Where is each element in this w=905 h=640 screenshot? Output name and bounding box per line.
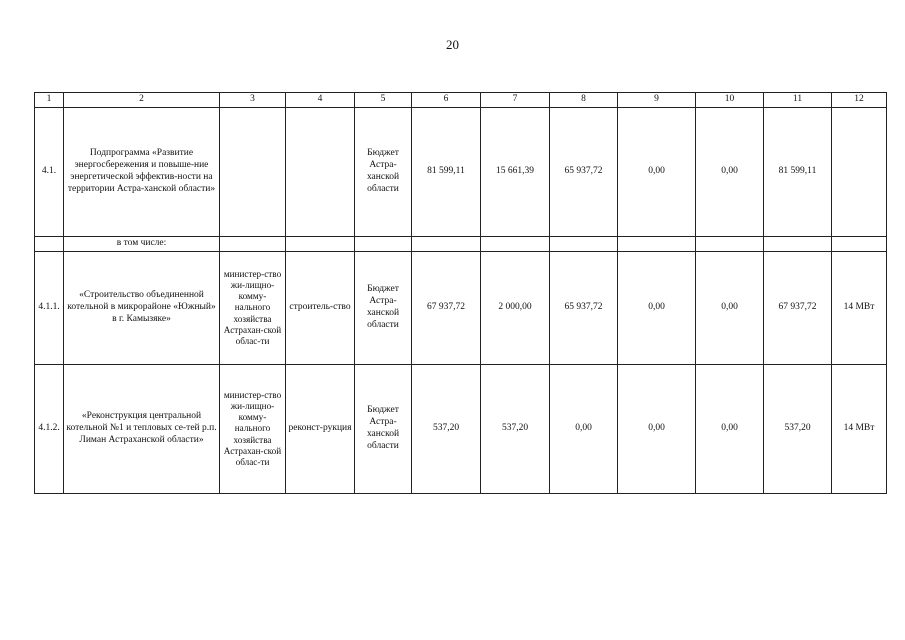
column-header: 9 [618,93,696,108]
column-header: 5 [355,93,412,108]
cell-c6: 81 599,11 [412,108,481,237]
cell-c12: 14 МВт [832,365,887,494]
subtotal-label: в том числе: [64,237,220,252]
cell-c7: 15 661,39 [481,108,550,237]
empty-cell [412,237,481,252]
column-number-row [35,93,887,108]
cell-c7: 537,20 [481,365,550,494]
empty-cell [764,237,832,252]
empty-cell [35,237,64,252]
empty-cell [355,237,412,252]
row-type: строитель-ство [286,252,355,365]
cell-c11: 537,20 [764,365,832,494]
column-header: 3 [220,93,286,108]
cell-c10: 0,00 [696,252,764,365]
cell-c11: 67 937,72 [764,252,832,365]
row-code: 4.1.1. [35,252,64,365]
column-header: 7 [481,93,550,108]
cell-c12: 14 МВт [832,252,887,365]
empty-cell [832,237,887,252]
cell-c11: 81 599,11 [764,108,832,237]
cell-c6: 67 937,72 [412,252,481,365]
row-code: 4.1. [35,108,64,237]
table-row [35,237,887,252]
column-header: 6 [412,93,481,108]
column-header: 12 [832,93,887,108]
table-row [35,252,887,365]
cell-c9: 0,00 [618,252,696,365]
empty-cell [481,237,550,252]
column-header: 8 [550,93,618,108]
row-source: Бюджет Астра-ханской области [355,108,412,237]
empty-cell [696,237,764,252]
row-executor: министер-ство жи-лищно-комму-нального хозяйства Астрахан-ской облас-ти [220,365,286,494]
empty-cell [618,237,696,252]
row-source: Бюджет Астра-ханской области [355,252,412,365]
row-type: реконст-рукция [286,365,355,494]
cell-c10: 0,00 [696,365,764,494]
column-header: 11 [764,93,832,108]
table-row [35,365,887,494]
row-type [286,108,355,237]
cell-c6: 537,20 [412,365,481,494]
row-executor: министер-ство жи-лищно-комму-нального хозяйства Астрахан-ской облас-ти [220,252,286,365]
row-name: «Реконструкция центральной котельной №1 и тепловых се-тей р.п. Лиман Астраханской области» [64,365,220,494]
cell-c8: 65 937,72 [550,252,618,365]
row-source: Бюджет Астра-ханской области [355,365,412,494]
empty-cell [286,237,355,252]
cell-c10: 0,00 [696,108,764,237]
column-header: 4 [286,93,355,108]
empty-cell [220,237,286,252]
cell-c9: 0,00 [618,108,696,237]
column-header: 1 [35,93,64,108]
row-name: Подпрограмма «Развитие энергосбережения и повыше-ние энергетической эффектив-ности на территории Астра-ханской области» [64,108,220,237]
row-name: «Строительство объединенной котельной в микрорайоне «Южный» в г. Камызяке» [64,252,220,365]
empty-cell [550,237,618,252]
page-number: 20 [446,37,459,52]
cell-c9: 0,00 [618,365,696,494]
row-code: 4.1.2. [35,365,64,494]
program-table [34,92,887,494]
column-header: 2 [64,93,220,108]
cell-c12 [832,108,887,237]
column-header: 10 [696,93,764,108]
cell-c8: 65 937,72 [550,108,618,237]
table-row [35,108,887,237]
cell-c7: 2 000,00 [481,252,550,365]
cell-c8: 0,00 [550,365,618,494]
row-executor [220,108,286,237]
